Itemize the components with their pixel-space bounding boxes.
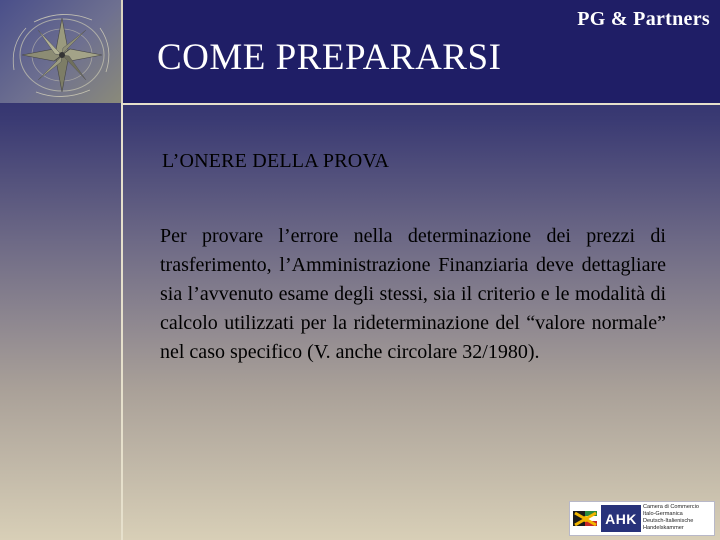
body-paragraph: Per provare l’errore nella determinazione dei prezzi di trasferimento, l’Amministrazione Finanziaria deve dettagliare sia l’avvenuto esame degli stessi, sia il criterio e le modalità di calcolo utilizzati per la rideterminazione del “valore normale” nel caso specifico (V. anche circolare 32/1980). [160, 225, 666, 363]
section-subtitle: L’ONERE DELLA PROVA [162, 150, 390, 172]
ahk-line: Camera di Commercio [643, 504, 699, 510]
ahk-chamber-name [643, 504, 713, 532]
brand-name: PG & Partners [577, 8, 710, 30]
eagle-flag-emblem-icon [572, 505, 599, 532]
frame-vertical-line [121, 103, 123, 540]
frame-horizontal-line [121, 103, 720, 105]
compass-rose-icon [0, 0, 123, 103]
ahk-line: Italo-Germanica [643, 511, 683, 517]
ahk-line: Handelskammer [643, 525, 684, 531]
ahk-logo [569, 501, 715, 536]
slide-title: COME PREPARARSI [157, 37, 502, 78]
ahk-line: Deutsch-Italienische [643, 518, 694, 524]
ahk-wordmark: AHK [601, 505, 641, 532]
